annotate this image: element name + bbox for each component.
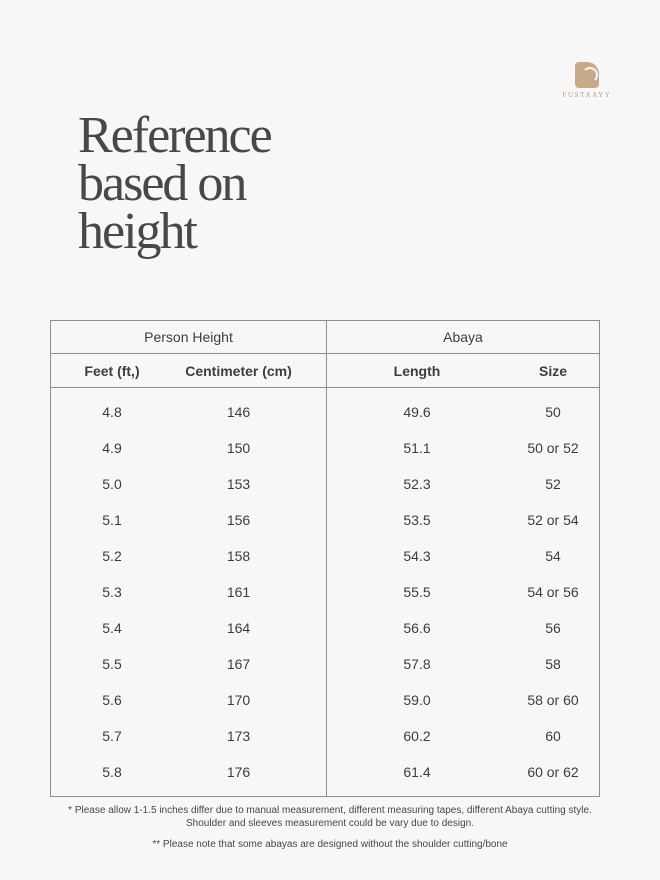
table-row — [51, 502, 600, 538]
table-body — [51, 388, 600, 797]
cell-length: 60.2 — [403, 728, 431, 744]
footnote-2: Shoulder and sleeves measurement could be vary due to design. — [186, 818, 474, 829]
table-row — [51, 682, 600, 718]
column-header-length: Length — [327, 354, 508, 388]
table-row — [51, 538, 600, 574]
cell-feet: 5.3 — [102, 584, 122, 600]
table-row — [51, 574, 600, 610]
group-header-person-height: Person Height — [51, 321, 327, 354]
cell-size: 60 — [545, 728, 561, 744]
group-header-row — [51, 321, 600, 354]
cell-length: 51.1 — [403, 440, 431, 456]
cell-size: 60 or 62 — [527, 764, 579, 780]
cell-centimeter: 173 — [151, 718, 327, 754]
table-row — [51, 388, 600, 431]
cell-length: 61.4 — [403, 764, 431, 780]
cell-centimeter: 167 — [151, 646, 327, 682]
column-header-feet: Feet (ft,) — [51, 354, 152, 388]
cell-centimeter: 156 — [151, 502, 327, 538]
cell-feet: 5.4 — [102, 620, 122, 636]
cell-length: 53.5 — [403, 512, 431, 528]
cell-feet: 4.8 — [102, 404, 122, 420]
footnote-3: ** Please note that some abayas are designed without the shoulder cutting/bone — [152, 839, 508, 850]
cell-size: 54 or 56 — [527, 584, 579, 600]
column-header-row — [51, 354, 600, 388]
cell-feet: 5.0 — [102, 476, 122, 492]
cell-size: 58 or 60 — [527, 692, 579, 708]
cell-length: 57.8 — [403, 656, 431, 672]
cell-size: 52 — [545, 476, 561, 492]
cell-feet: 5.8 — [102, 764, 122, 780]
brand-logo — [556, 62, 618, 99]
column-header-size: Size — [507, 354, 600, 388]
table-row — [51, 754, 600, 797]
cell-length: 49.6 — [403, 404, 431, 420]
footnotes — [40, 804, 620, 851]
cell-size: 54 — [545, 548, 561, 564]
cell-length: 55.5 — [403, 584, 431, 600]
cell-centimeter: 153 — [151, 466, 327, 502]
cell-centimeter: 164 — [151, 610, 327, 646]
cell-centimeter: 158 — [151, 538, 327, 574]
column-header-centimeter: Centimeter (cm) — [151, 354, 327, 388]
table-row — [51, 718, 600, 754]
cell-length: 54.3 — [403, 548, 431, 564]
cell-length: 59.0 — [403, 692, 431, 708]
cell-size: 56 — [545, 620, 561, 636]
cell-size: 50 — [545, 404, 561, 420]
table-row — [51, 646, 600, 682]
cell-length: 56.6 — [403, 620, 431, 636]
cell-centimeter: 146 — [151, 388, 327, 431]
cell-feet: 5.1 — [102, 512, 122, 528]
cell-size: 50 or 52 — [527, 440, 579, 456]
cell-feet: 5.6 — [102, 692, 122, 708]
table-row — [51, 610, 600, 646]
table-row — [51, 430, 600, 466]
cell-length: 52.3 — [403, 476, 431, 492]
table-row — [51, 466, 600, 502]
cell-centimeter: 161 — [151, 574, 327, 610]
cell-feet: 4.9 — [102, 440, 122, 456]
cell-size: 58 — [545, 656, 561, 672]
footnote-1: * Please allow 1-1.5 inches differ due to manual measurement, different measuring tapes, different Abaya cutting style. — [68, 805, 592, 816]
brand-name: FUSTAAYY — [562, 91, 612, 99]
page-title: Reference based on height — [78, 107, 271, 260]
brand-logo-icon — [575, 62, 599, 88]
cell-centimeter: 176 — [151, 754, 327, 797]
cell-size: 52 or 54 — [527, 512, 579, 528]
cell-feet: 5.2 — [102, 548, 122, 564]
cell-feet: 5.7 — [102, 728, 122, 744]
group-header-abaya: Abaya — [327, 321, 600, 354]
size-reference-table — [50, 320, 600, 797]
cell-centimeter: 150 — [151, 430, 327, 466]
cell-feet: 5.5 — [102, 656, 122, 672]
cell-centimeter: 170 — [151, 682, 327, 718]
